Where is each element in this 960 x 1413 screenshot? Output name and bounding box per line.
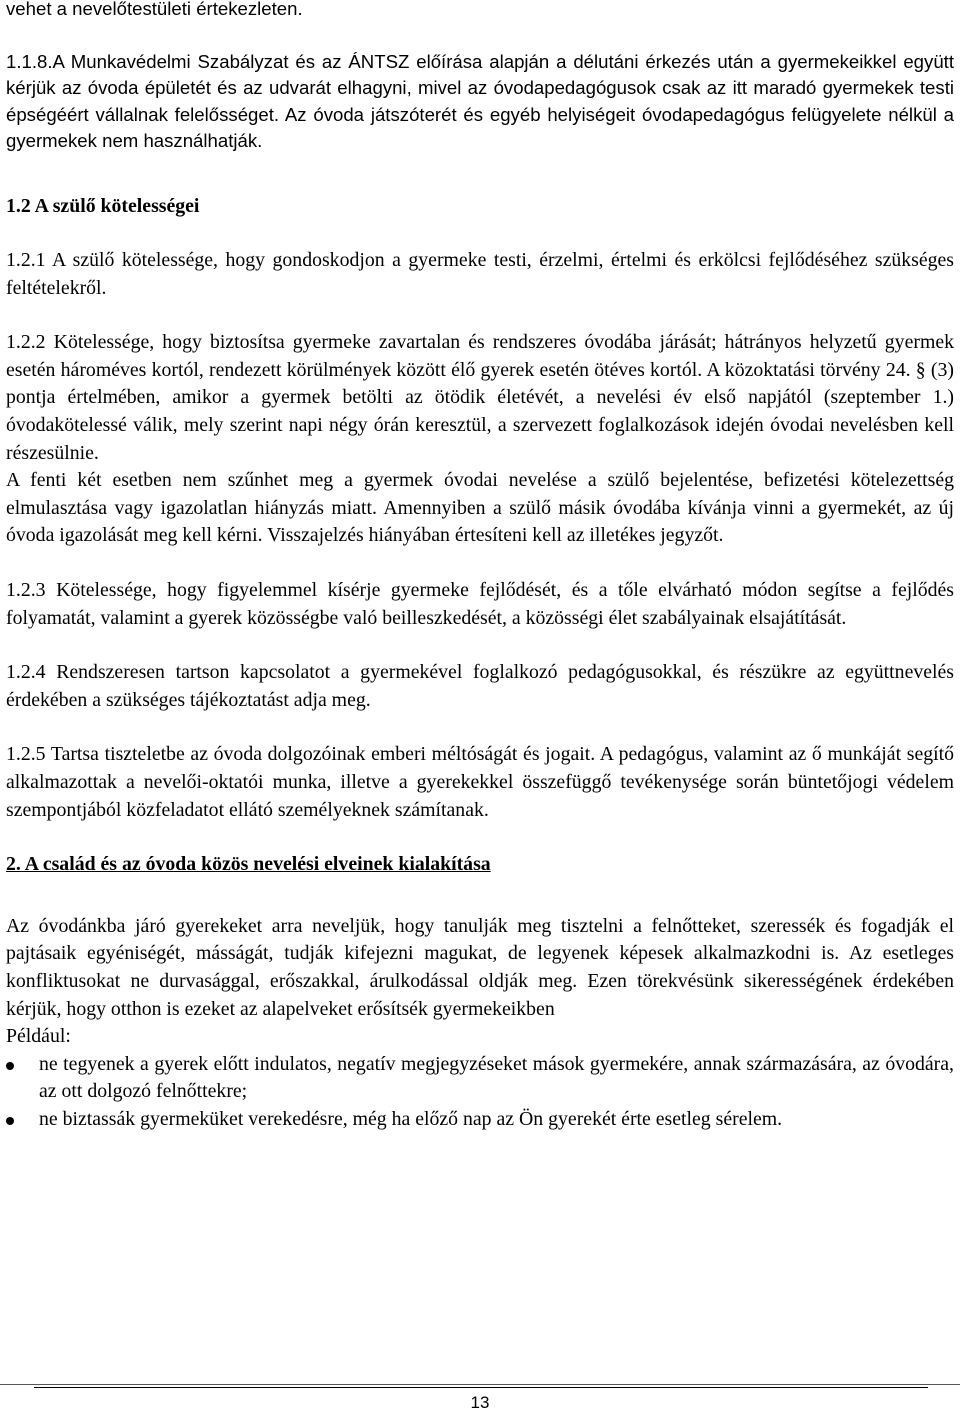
bullet-icon [6,1062,14,1070]
list-item-text: ne tegyenek a gyerek előtt indulatos, negatív megjegyzéseket mások gyermekére, annak származására, az óvodára, az ott dolgozó felnőttekre; [39,1052,954,1103]
paragraph-1-2-2: 1.2.2 Kötelessége, hogy biztosítsa gyermeke zavartalan és rendszeres óvodába járását; hátrányos helyzetű gyermek esetén hároméves kortól, rendezett körülmények között élő gyerek esetén ötéves kortól. A közoktatási törvény 24. § (3) pontja értelmében, amikor a gyermek betölti az ötödik életévét, a nevelési év első napjától (szeptember 1.) óvodakötelessé válik, mely szerint napi négy órán keresztül, a szervezett foglalkozások idején óvodai nevelésben kell részesülnie. [6,331,954,464]
footer-divider [0,1384,960,1385]
list-item [6,1106,954,1134]
section-heading-1-2: 1.2 A szülő kötelességei [6,194,200,217]
paragraph-1-2-4: 1.2.4 Rendszeresen tartson kapcsolatot a gyermekével foglalkozó pedagógusokkal, és részükre az együttnevelés érdekében a szükséges tájékoztatást adja meg. [6,661,954,711]
example-label: Például: [6,1025,71,1048]
list-item [6,1051,954,1106]
paragraph-1-2-2-continued: A fenti két esetben nem szűnhet meg a gyermek óvodai nevelése a szülő bejelentése, befizetési kötelezettség elmulasztása vagy igazolatlan hiányzás miatt. Amennyiben a szülő másik óvodába kívánja vinni a gyermekét, az új óvoda igazolását meg kell kérni. Visszajelzés hiányában értesíteni kell az illetékes jegyzőt. [6,469,954,547]
section-heading-2 [6,851,954,879]
paragraph-1-2-3: 1.2.3 Kötelessége, hogy figyelemmel kísérje gyermeke fejlődését, és a tőle elvárható módon segítse a fejlődés folyamatát, valamint a gyerek közösségbe való beilleszkedését, a közösségi élet szabályainak elsajátítását. [6,579,954,629]
paragraph-1-2-1: 1.2.1 A szülő kötelessége, hogy gondoskodjon a gyermeke testi, érzelmi, értelmi és erkölcsi fejlődéséhez szükséges feltételekről. [6,249,954,299]
intro-line: vehet a nevelőtestületi értekezleten. [6,0,303,19]
bullet-icon [6,1117,14,1125]
paragraph-1-2-5: 1.2.5 Tartsa tiszteletbe az óvoda dolgozóinak emberi méltóságát és jogait. A pedagógus, valamint az ő munkáját segítő alkalmazottak a nevelői-oktatói munka, illetve a gyerekekkel összefüggő tevékenysége során büntetőjogi védelem szempontjából közfeladatot ellátó személyeknek számítanak. [6,743,954,821]
page-number: 13 [470,1393,490,1412]
list-item-text: ne biztassák gyermeküket verekedésre, még ha előző nap az Ön gyerekét érte esetleg sérelem. [39,1107,783,1130]
section-heading-2-text: 2. A család és az óvoda közös nevelési elveinek kialakítása [6,853,491,876]
paragraph-1-1-8: 1.1.8.A Munkavédelmi Szabályzat és az ÁNTSZ előírása alapján a délutáni érkezés után a gyermekeikkel együtt kérjük az óvoda épületét és az udvarát elhagyni, mivel az óvodapedagógusok csak az itt maradó gyermekek testi épségéért vállalnak felelősséget. Az óvoda játszóterét és egyéb helyiségeit óvodapedagógus felügyelete nélkül a gyermekek nem használhatják. [6,50,954,151]
example-list [6,1051,954,1134]
paragraph-2: Az óvodánkba járó gyerekeket arra neveljük, hogy tanulják meg tisztelni a felnőtteket, szeressék és fogadják el pajtásaik egyéniségét, másságát, tudják kifejezni magukat, de legyenek képesek alkalmazkodni is. Az esetleges konfliktusokat ne durvasággal, erőszakkal, árulkodással oldják meg. Ezen törekvésünk sikerességének érdekében kérjük, hogy otthon is ezeket az alapelveket erősítsék gyermekeikben [6,914,954,1020]
footer-divider-inner [34,1387,928,1388]
document-page [6,0,954,1134]
